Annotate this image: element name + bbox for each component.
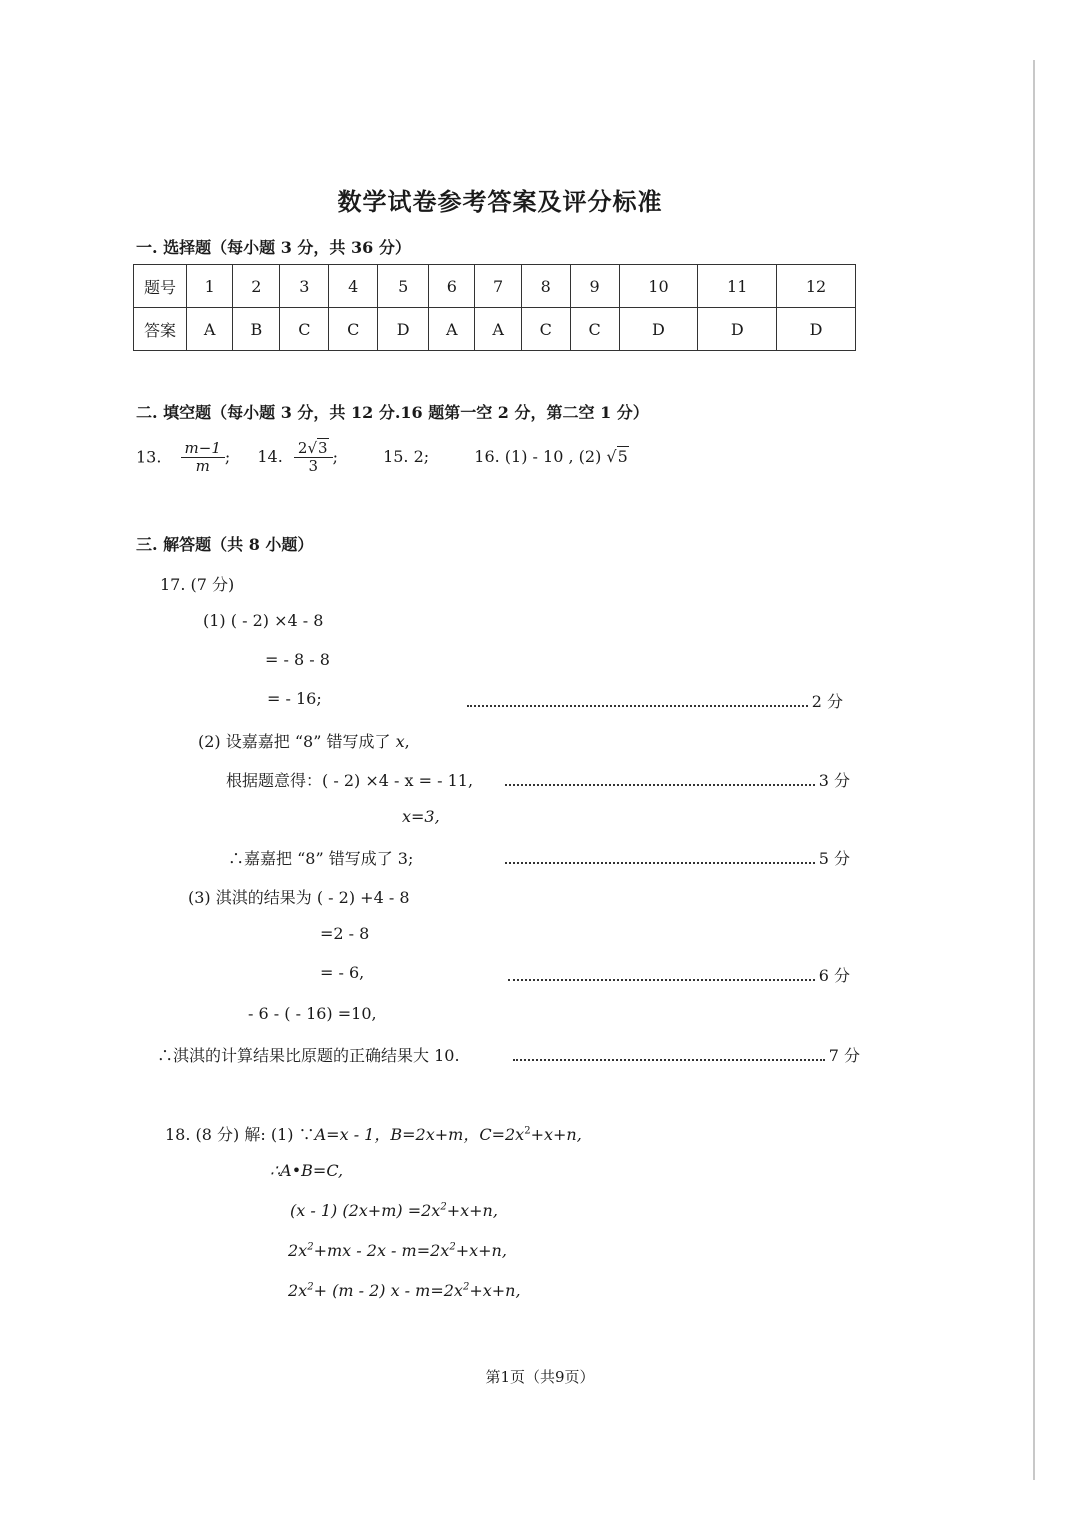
q14-label: 14. [257,447,283,467]
q18-text: + (m - 2) x - m=2x [313,1281,463,1300]
score-label: 2 分 [811,692,843,711]
score-leader [513,1043,860,1066]
table-cell: D [378,308,429,351]
table-cell: 9 [570,265,619,308]
q14-denominator: 3 [308,457,319,476]
table-cell: B [233,308,280,351]
table-cell: 11 [698,265,777,308]
q16-radicand: 5 [617,447,628,467]
exponent: 2 [462,1281,470,1293]
q18-line [288,1241,507,1260]
punctuation: , [404,732,410,751]
exponent: 2 [307,1281,314,1293]
score-label: 5 分 [818,849,850,868]
table-cell: C [280,308,329,351]
table-cell: 10 [619,265,698,308]
exponent: 2 [449,1241,456,1253]
dotted-leader [508,979,815,981]
variable-x: x [395,732,405,751]
table-cell: 2 [233,265,280,308]
q17-line: x=3, [402,807,440,826]
q14-numerator [294,440,333,458]
table-cell: 答案 [134,308,187,351]
q17-line: (3) 淇淇的结果为 ( - 2) +4 - 8 [188,888,410,907]
q14-coefficient: 2 [297,439,308,457]
q17-line: = - 16; [267,689,322,708]
table-cell: 题号 [134,265,187,308]
table-row-answers [134,308,856,351]
q18-text: =2x+m， [402,1125,480,1144]
table-row-numbers [134,265,856,308]
q17-line: = - 6, [320,963,365,982]
exponent: 2 [307,1241,314,1253]
table-cell: 12 [777,265,856,308]
q18-text: =x - 1， [326,1125,391,1144]
score-leader [505,846,850,869]
table-cell: C [521,308,570,351]
page-title: 数学试卷参考答案及评分标准 [337,187,663,216]
q13-end: ; [224,447,231,467]
sqrt-symbol: √3 [307,439,328,457]
q17-line: - 6 - ( - 16) =10, [248,1004,377,1023]
q17-line [198,729,410,752]
exponent: 2 [440,1201,447,1213]
q15-answer: 15. 2; [383,447,430,467]
exponent: 2 [524,1125,531,1137]
table-cell: C [329,308,378,351]
page-footer: 第1页（共9页） [485,1368,595,1386]
variable-b: B [390,1125,403,1144]
dotted-leader [513,1059,825,1061]
q18-line [288,1281,521,1300]
q18-text: +x+n, [469,1281,521,1300]
q18-text: =2x [491,1125,525,1144]
table-cell: A [429,308,475,351]
q18-text: 2x [288,1281,308,1300]
section1-heading: 一. 选择题（每小题 3 分，共 36 分） [136,238,411,257]
table-cell: C [570,308,619,351]
table-cell: 5 [378,265,429,308]
variable-a: A [314,1125,327,1144]
q14-end: ; [332,447,338,467]
q17-line-text: (2) 设嘉嘉把 “8” 错写成了 [198,732,391,751]
score-label: 7 分 [828,1046,860,1065]
q17-line: =2 - 8 [320,924,370,943]
q13-numerator: m−1 [181,440,225,458]
q18-text: 18. (8 分) 解: (1) ∵ [165,1125,315,1144]
q17-line: = - 8 - 8 [265,650,330,669]
q14-radicand: 3 [318,439,328,457]
table-cell: 8 [521,265,570,308]
dotted-leader [505,862,815,864]
score-label: 6 分 [818,966,850,985]
table-cell: A [187,308,233,351]
dotted-leader [505,784,815,786]
q13-fraction [181,440,225,476]
q18-line: ∴A•B=C, [270,1161,344,1180]
sqrt-symbol: √5 [606,447,628,467]
score-label: 3 分 [818,771,850,790]
section2-heading: 二. 填空题（每小题 3 分，共 12 分.16 题第一空 2 分，第二空 1 分） [136,403,649,422]
q18-line [165,1122,582,1145]
q17-line: ∴嘉嘉把 “8” 错写成了 3; [228,849,414,868]
section3-heading: 三. 解答题（共 8 小题） [136,535,314,554]
q14-fraction [294,440,333,476]
table-cell: D [777,308,856,351]
q18-line [290,1201,498,1220]
score-leader [505,768,850,791]
q18-text: +mx - 2x - m=2x [313,1241,450,1260]
q17-line: (1) ( - 2) ×4 - 8 [203,611,324,630]
q13-label: 13. [136,447,162,467]
variable-c: C [479,1125,492,1144]
table-cell: 4 [329,265,378,308]
q18-text: +x+n, [446,1201,498,1220]
table-cell: D [698,308,777,351]
table-cell: A [475,308,521,351]
answer-table [133,264,856,351]
q18-text: +x+n, [530,1125,582,1144]
score-leader [508,963,850,986]
score-leader [467,689,843,712]
table-cell: 7 [475,265,521,308]
table-cell: 6 [429,265,475,308]
dotted-leader [467,705,808,707]
q16-answer: 16. (1) - 10 , (2) [474,447,602,467]
q18-text: +x+n, [455,1241,507,1260]
q17-line: ∴淇淇的计算结果比原题的正确结果大 10. [157,1046,460,1065]
table-cell: 1 [187,265,233,308]
q17-header: 17. (7 分) [160,575,235,594]
fill-answers-line [136,440,629,476]
table-cell: 3 [280,265,329,308]
q18-text: 2x [288,1241,308,1260]
q13-denominator: m [195,457,210,476]
page-fold-line [1033,60,1035,1480]
table-cell: D [619,308,698,351]
q17-line: 根据题意得：( - 2) ×4 - x = - 11, [226,771,474,790]
q18-text: (x - 1) (2x+m) =2x [290,1201,441,1220]
